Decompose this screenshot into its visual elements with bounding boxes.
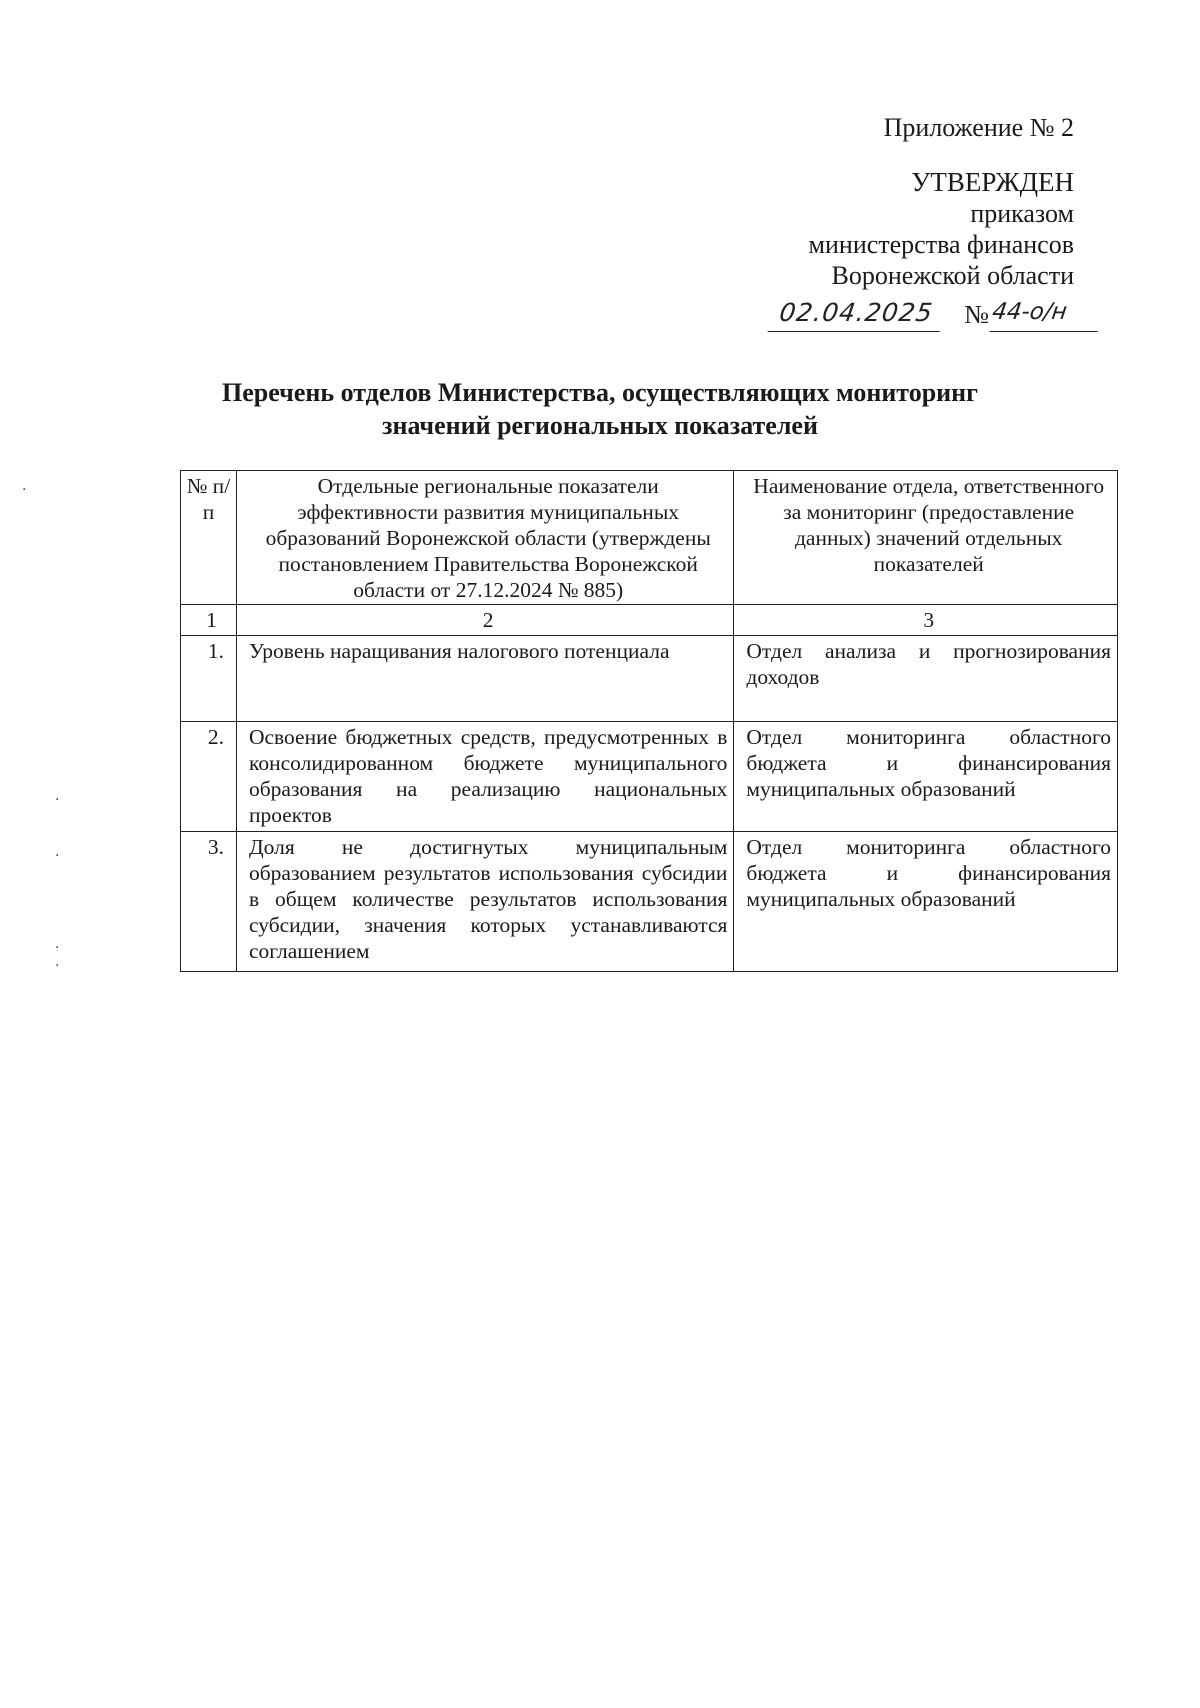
approval-block	[574, 112, 1074, 337]
header-number: № п/п	[181, 471, 237, 605]
document-title	[150, 376, 1050, 442]
approval-line-region: Воронежской области	[831, 261, 1074, 290]
row-index: 2.	[181, 722, 237, 832]
scan-speck: ·	[55, 792, 60, 808]
title-line-2: значений региональных показателей	[382, 411, 818, 440]
column-number: 2	[236, 605, 733, 636]
handwritten-order-number: 44-о/н	[990, 297, 1103, 332]
approval-line-ministry: министерства финансов	[808, 230, 1074, 259]
approved-stamp-text: УТВЕРЖДЕН	[911, 167, 1074, 197]
row-department: Отдел мониторинга областного бюджета и финансирования муниципальных образований	[734, 832, 1118, 972]
departments-table	[180, 470, 1118, 972]
annex-label: Приложение № 2	[883, 113, 1074, 142]
scan-speck: ·	[55, 958, 60, 974]
number-sign: №	[964, 300, 989, 329]
header-department: Наименование отдела, ответственного за мониторинг (предоставление данных) значений отдельных показателей	[734, 471, 1118, 605]
column-number: 3	[734, 605, 1118, 636]
column-number-row	[181, 605, 1118, 636]
table-header-row	[181, 471, 1118, 605]
row-index: 1.	[181, 636, 237, 722]
row-department: Отдел анализа и прогнозирования доходов	[734, 636, 1118, 722]
handwritten-date: 02.04.2025	[768, 297, 945, 332]
row-indicator: Доля не достигнутых муниципальным образованием результатов использования субсидии в общем количестве результатов использования субсидии, значения которых устанавливаются соглашением	[236, 832, 733, 972]
row-index: 3.	[181, 832, 237, 972]
scan-speck: ·	[55, 848, 60, 864]
scan-speck: ·	[22, 482, 27, 498]
table-row	[181, 832, 1118, 972]
row-indicator: Освоение бюджетных средств, предусмотренных в консолидированном бюджете муниципального образования на реализацию национальных проектов	[236, 722, 733, 832]
row-indicator: Уровень наращивания налогового потенциала	[236, 636, 733, 722]
signature-line	[574, 293, 1074, 337]
header-indicators: Отдельные региональные показатели эффективности развития муниципальных образований Воронежской области (утверждены постановлением Правительства Воронежской области от 27.12.2024 № 885)	[236, 471, 733, 605]
row-department: Отдел мониторинга областного бюджета и финансирования муниципальных образований	[734, 722, 1118, 832]
column-number: 1	[181, 605, 237, 636]
table-row	[181, 636, 1118, 722]
title-line-1: Перечень отделов Министерства, осуществляющих мониторинг	[222, 378, 978, 407]
table-row	[181, 722, 1118, 832]
approval-line-order: приказом	[970, 199, 1074, 228]
scan-speck: ·	[55, 940, 60, 956]
